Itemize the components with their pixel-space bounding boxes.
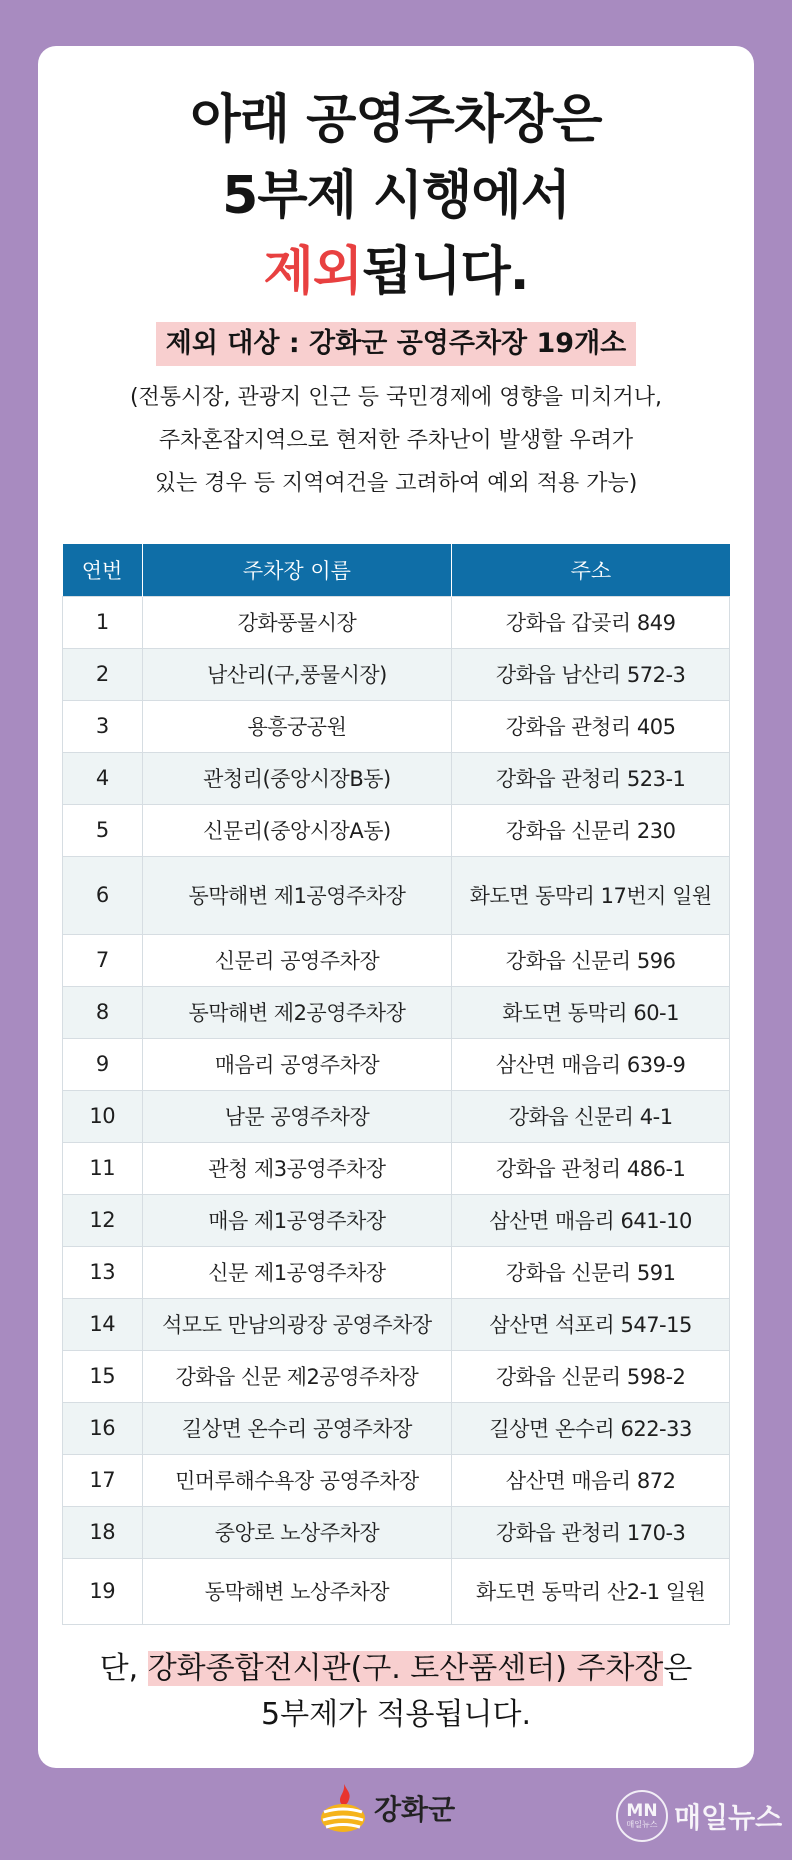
footer-highlight: 강화종합전시관(구. 토산품센터) 주차장 xyxy=(147,1651,664,1686)
note-line-3: 있는 경우 등 지역여건을 고려하여 예외 적용 가능) xyxy=(154,471,638,496)
parking-lot-name: 동막해변 제1공영주차장 xyxy=(142,856,452,934)
subtitle: 제외 대상 : 강화군 공영주차장 19개소 xyxy=(156,322,637,366)
table-row xyxy=(63,1454,730,1506)
parking-lot-address: 삼산면 매음리 872 xyxy=(452,1454,730,1506)
row-number: 11 xyxy=(63,1142,143,1194)
parking-lot-name: 길상면 온수리 공영주차장 xyxy=(142,1402,452,1454)
table-row xyxy=(63,986,730,1038)
table-row xyxy=(63,1506,730,1558)
table-row xyxy=(63,752,730,804)
footer-prefix: 단, xyxy=(99,1651,148,1686)
row-number: 10 xyxy=(63,1090,143,1142)
title-line-3-rest: 됩니다. xyxy=(362,242,529,302)
parking-lot-name: 관청리(중앙시장B동) xyxy=(142,752,452,804)
parking-lot-address: 길상면 온수리 622-33 xyxy=(452,1402,730,1454)
parking-lot-name: 동막해변 제2공영주차장 xyxy=(142,986,452,1038)
title-line-1: 아래 공영주차장은 xyxy=(190,90,602,150)
parking-lot-address: 화도면 동막리 60-1 xyxy=(452,986,730,1038)
footer-line-2: 5부제가 적용됩니다. xyxy=(261,1697,531,1732)
mn-circle-small-text: 매일뉴스 xyxy=(626,1820,658,1829)
parking-lot-address: 강화읍 관청리 523-1 xyxy=(452,752,730,804)
row-number: 7 xyxy=(63,934,143,986)
header-name: 주차장 이름 xyxy=(142,544,452,596)
row-number: 18 xyxy=(63,1506,143,1558)
ganghwa-logo xyxy=(318,1780,455,1836)
table-row xyxy=(63,1246,730,1298)
row-number: 15 xyxy=(63,1350,143,1402)
parking-lot-name: 관청 제3공영주차장 xyxy=(142,1142,452,1194)
row-number: 5 xyxy=(63,804,143,856)
table-row xyxy=(63,596,730,648)
parking-lot-address: 강화읍 관청리 405 xyxy=(452,700,730,752)
row-number: 16 xyxy=(63,1402,143,1454)
table-row xyxy=(63,1298,730,1350)
parking-lot-address: 강화읍 남산리 572-3 xyxy=(452,648,730,700)
note-line-1: (전통시장, 관광지 인근 등 국민경제에 영향을 미치거나, xyxy=(129,385,663,410)
table-row xyxy=(63,804,730,856)
row-number: 12 xyxy=(63,1194,143,1246)
logo-text: 강화군 xyxy=(374,1793,456,1826)
title-line-2: 5부제 시행에서 xyxy=(222,166,570,226)
ganghwa-emblem-icon xyxy=(318,1780,368,1836)
parking-lot-name: 남문 공영주차장 xyxy=(142,1090,452,1142)
table-row xyxy=(63,1194,730,1246)
parking-lot-address: 강화읍 신문리 596 xyxy=(452,934,730,986)
table-row xyxy=(63,1038,730,1090)
exception-note xyxy=(38,376,754,505)
mn-logo-icon xyxy=(616,1790,668,1842)
table-row xyxy=(63,1090,730,1142)
parking-lot-name: 신문 제1공영주차장 xyxy=(142,1246,452,1298)
table-row xyxy=(63,1350,730,1402)
row-number: 9 xyxy=(63,1038,143,1090)
row-number: 17 xyxy=(63,1454,143,1506)
page-title xyxy=(38,82,754,310)
notice-card xyxy=(38,46,754,1768)
parking-lot-address: 강화읍 신문리 230 xyxy=(452,804,730,856)
parking-lot-address: 강화읍 관청리 486-1 xyxy=(452,1142,730,1194)
row-number: 6 xyxy=(63,856,143,934)
row-number: 4 xyxy=(63,752,143,804)
row-number: 13 xyxy=(63,1246,143,1298)
row-number: 8 xyxy=(63,986,143,1038)
header-address: 주소 xyxy=(452,544,730,596)
parking-lot-name: 남산리(구,풍물시장) xyxy=(142,648,452,700)
table-row xyxy=(63,1558,730,1624)
title-line-3 xyxy=(38,234,754,310)
parking-lot-name: 동막해변 노상주차장 xyxy=(142,1558,452,1624)
table-header-row xyxy=(63,544,730,596)
footer-note xyxy=(38,1646,754,1738)
parking-lot-name: 매음리 공영주차장 xyxy=(142,1038,452,1090)
parking-lot-name: 매음 제1공영주차장 xyxy=(142,1194,452,1246)
parking-lot-name: 용흥궁공원 xyxy=(142,700,452,752)
row-number: 2 xyxy=(63,648,143,700)
title-excluded-word: 제외 xyxy=(263,242,362,302)
parking-lot-address: 강화읍 신문리 4-1 xyxy=(452,1090,730,1142)
parking-lot-name: 석모도 만남의광장 공영주차장 xyxy=(142,1298,452,1350)
header-number: 연번 xyxy=(63,544,143,596)
table-body xyxy=(63,596,730,1624)
parking-lot-address: 강화읍 신문리 591 xyxy=(452,1246,730,1298)
parking-lot-address: 화도면 동막리 17번지 일원 xyxy=(452,856,730,934)
table-row xyxy=(63,648,730,700)
watermark-text: 매일뉴스 xyxy=(674,1801,783,1834)
parking-lot-address: 삼산면 석포리 547-15 xyxy=(452,1298,730,1350)
note-line-2: 주차혼잡지역으로 현저한 주차난이 발생할 우려가 xyxy=(158,428,634,453)
footer-suffix: 은 xyxy=(663,1651,693,1686)
parking-lot-address: 화도면 동막리 산2-1 일원 xyxy=(452,1558,730,1624)
parking-lot-name: 강화풍물시장 xyxy=(142,596,452,648)
parking-lot-table xyxy=(62,544,730,1625)
table-row xyxy=(63,1402,730,1454)
news-watermark xyxy=(616,1790,782,1842)
table-row xyxy=(63,856,730,934)
parking-lot-name: 민머루해수욕장 공영주차장 xyxy=(142,1454,452,1506)
table-row xyxy=(63,1142,730,1194)
parking-lot-name: 신문리 공영주차장 xyxy=(142,934,452,986)
row-number: 14 xyxy=(63,1298,143,1350)
footer-line-1 xyxy=(38,1646,754,1692)
row-number: 3 xyxy=(63,700,143,752)
parking-lot-name: 강화읍 신문 제2공영주차장 xyxy=(142,1350,452,1402)
parking-lot-address: 삼산면 매음리 639-9 xyxy=(452,1038,730,1090)
row-number: 19 xyxy=(63,1558,143,1624)
mn-circle-text: MN xyxy=(626,1801,658,1821)
parking-lot-name: 중앙로 노상주차장 xyxy=(142,1506,452,1558)
parking-lot-address: 삼산면 매음리 641-10 xyxy=(452,1194,730,1246)
parking-lot-address: 강화읍 신문리 598-2 xyxy=(452,1350,730,1402)
parking-lot-address: 강화읍 갑곶리 849 xyxy=(452,596,730,648)
table-row xyxy=(63,934,730,986)
table-row xyxy=(63,700,730,752)
row-number: 1 xyxy=(63,596,143,648)
parking-lot-address: 강화읍 관청리 170-3 xyxy=(452,1506,730,1558)
parking-lot-name: 신문리(중앙시장A동) xyxy=(142,804,452,856)
